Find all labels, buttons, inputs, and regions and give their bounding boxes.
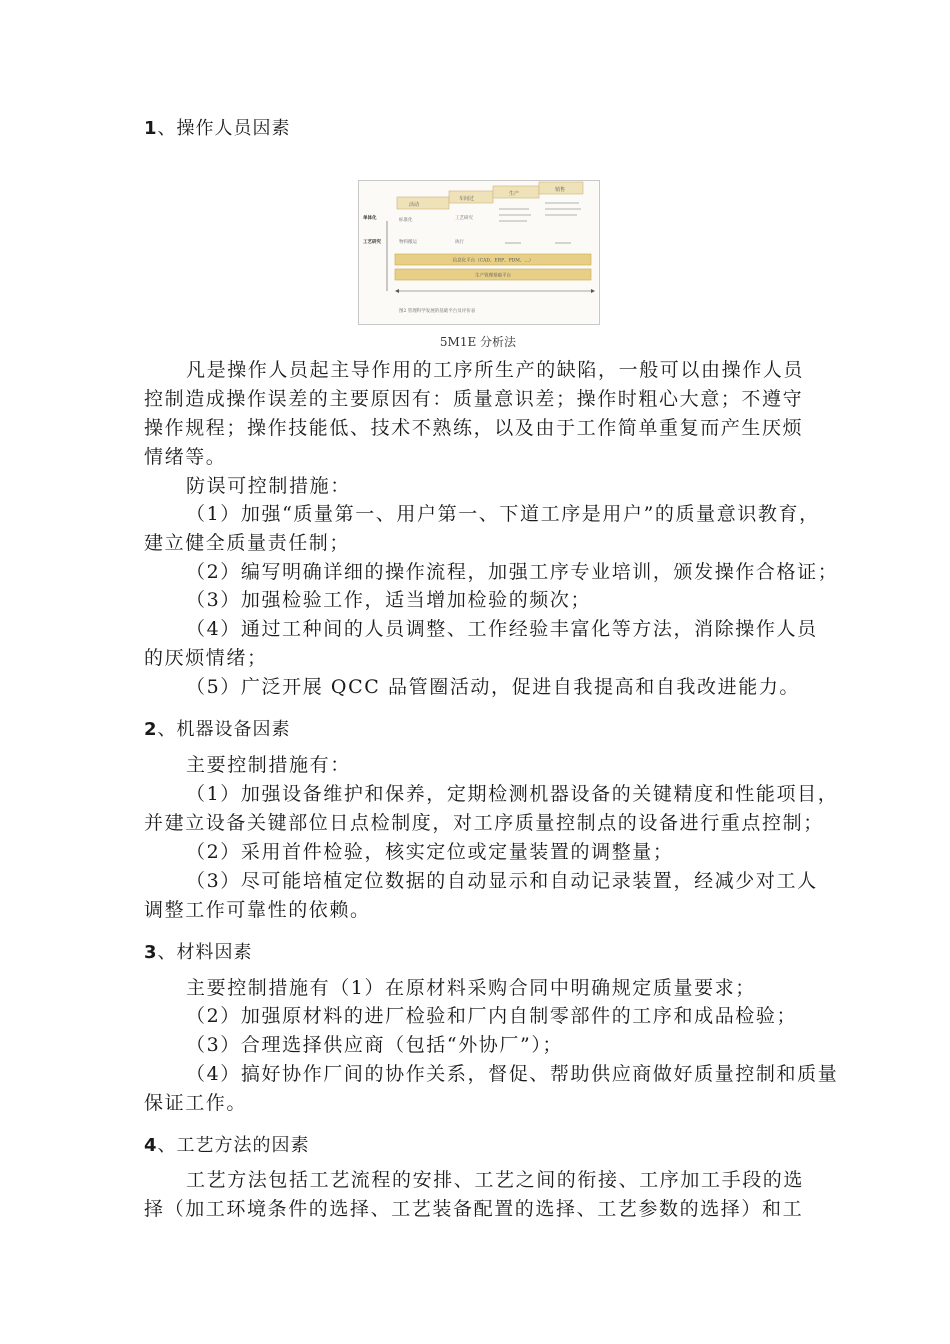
list-item-line: 建立健全质量责任制； [144, 532, 351, 554]
paragraph-line: 主要控制措施有（1）在原材料采购合同中明确规定质量要求； [186, 977, 756, 999]
figure-row-label: 执行 [455, 240, 464, 245]
list-item-line: （1）加强“质量第一、用户第一、下道工序是用户”的质量意识教育， [186, 503, 820, 525]
figure-bar-label: 信息化平台（CAD、ERP、PDM、…） [452, 258, 534, 264]
list-item-line: （3）尽可能培植定位数据的自动显示和自动记录装置，经减少对工人 [186, 870, 818, 892]
list-item-line: （3）加强检验工作，适当增加检验的频次； [186, 589, 592, 611]
list-item-line: （2）编写明确详细的操作流程，加强工序专业培训，颁发操作合格证； [186, 561, 839, 583]
section-title: 、工艺方法的因素 [157, 1135, 310, 1156]
paragraph-line: 操作规程；操作技能低、技术不熟练，以及由于工作简单重复而产生厌烦 [144, 417, 804, 439]
section-title: 、材料因素 [157, 942, 253, 963]
list-item-line: （1）加强设备维护和保养，定期检测机器设备的关键精度和性能项目， [186, 783, 839, 805]
paragraph-line: 防误可控制措施： [186, 475, 351, 497]
figure-row-label: 物料搬运 [399, 240, 417, 245]
list-item-line: （2）采用首件检验，核实定位或定量装置的调整量； [186, 841, 674, 863]
section-title: 、操作人员因素 [157, 118, 291, 139]
section-number: 3 [144, 942, 158, 963]
section-number: 4 [144, 1135, 158, 1156]
figure-row-marker: 单体化 [363, 216, 377, 221]
figure-box-label: 车间过 [459, 196, 475, 202]
figure-footer: 图2 管理科学发展的基础平台及评价表 [399, 309, 476, 314]
list-item-line: 保证工作。 [144, 1092, 248, 1114]
figure-box-label: 销售 [555, 187, 566, 193]
paragraph-line: 主要控制措施有： [186, 754, 351, 776]
list-item-line: （2）加强原材料的进厂检验和厂内自制零部件的工序和成品检验； [186, 1005, 798, 1027]
paragraph-line: 控制造成操作误差的主要原因有：质量意识差；操作时粗心大意；不遵守 [144, 388, 804, 410]
paragraph-line: 情绪等。 [144, 446, 227, 468]
diagram-image [359, 181, 599, 324]
section-title: 、机器设备因素 [157, 719, 291, 740]
paragraph-line: 择（加工环境条件的选择、工艺装备配置的选择、工艺参数的选择）和工 [144, 1198, 804, 1220]
paragraph-line: 凡是操作人员起主导作用的工序所生产的缺陷，一般可以由操作人员 [186, 359, 805, 381]
section-number: 2 [144, 719, 158, 740]
list-item-line: （4）通过工种间的人员调整、工作经验丰富化等方法，消除操作人员 [186, 618, 818, 640]
figure-box-label: 生产 [509, 191, 520, 197]
section-heading-2 [144, 717, 291, 743]
figure-bar-label: 生产管理基础平台 [475, 273, 511, 279]
list-item-line: 并建立设备关键部位日点检制度，对工序质量控制点的设备进行重点控制； [144, 812, 824, 834]
list-item-line: 的厌烦情绪； [144, 647, 268, 669]
list-item-line: 调整工作可靠性的依赖。 [144, 899, 371, 921]
section-heading-4 [144, 1133, 310, 1159]
section-number: 1 [144, 118, 158, 139]
list-item-line: （3）合理选择供应商（包括“外协厂”）； [186, 1034, 564, 1056]
list-item-line: （5）广泛开展 QCC 品管圈活动，促进自我提高和自我改进能力。 [186, 676, 801, 698]
figure-row-marker: 工艺研究 [363, 240, 381, 245]
paragraph-line: 工艺方法包括工艺流程的安排、工艺之间的衔接、工序加工手段的选 [186, 1169, 805, 1191]
figure-row-label: 工艺研究 [455, 216, 473, 221]
figure-box-label: 活动 [409, 202, 420, 208]
section-heading-3 [144, 940, 253, 966]
5m1e-figure [358, 180, 600, 325]
figure-row-label: 标准化 [399, 218, 413, 223]
list-item-line: （4）搞好协作厂间的协作关系，督促、帮助供应商做好质量控制和质量 [186, 1063, 839, 1085]
figure-caption: 5M1E 分析法 [439, 335, 517, 349]
section-heading-1 [144, 116, 291, 142]
